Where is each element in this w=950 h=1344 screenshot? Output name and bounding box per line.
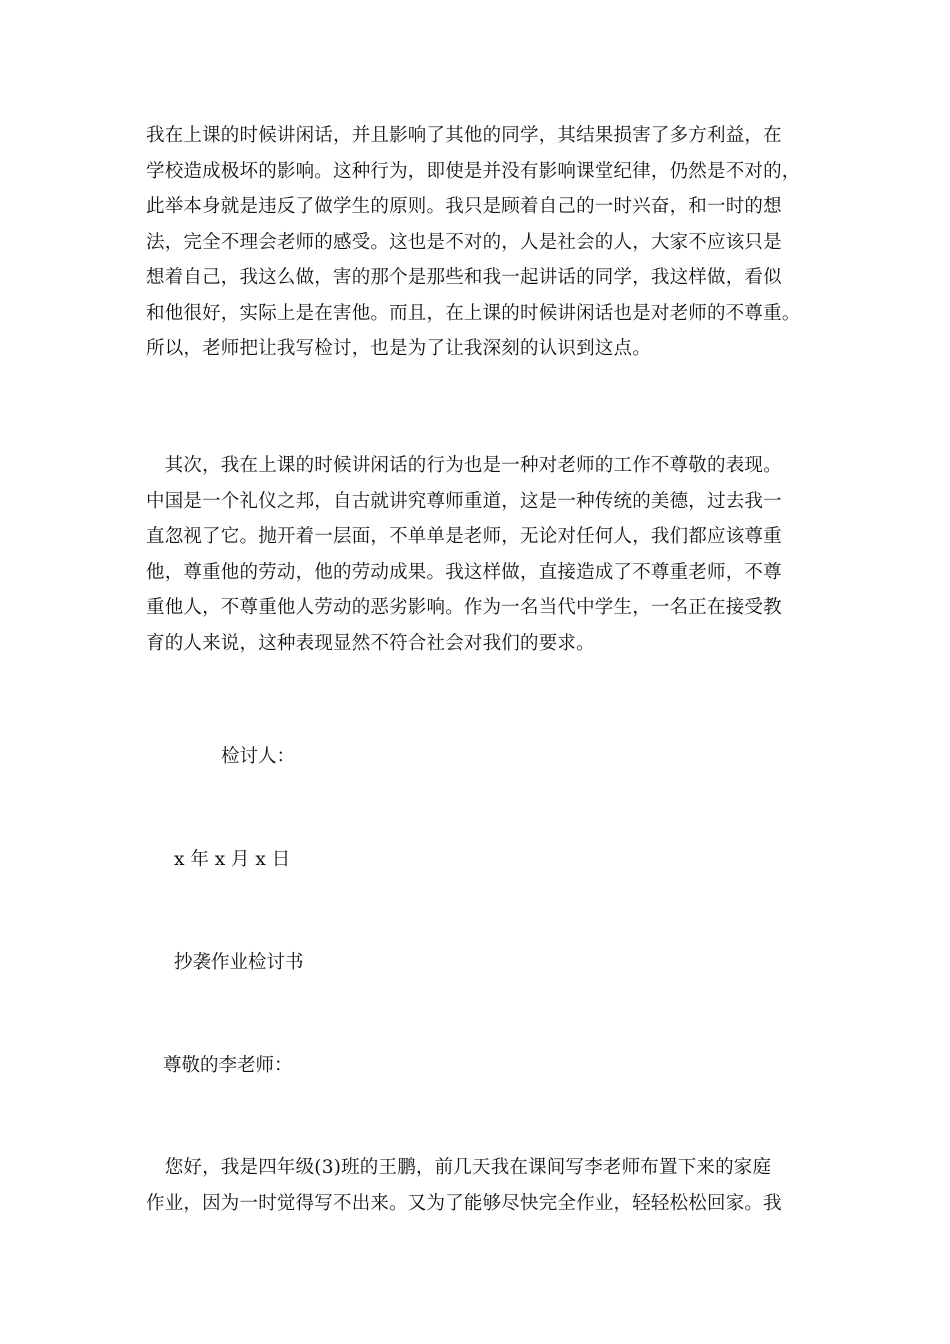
paragraph-line: 想着自己，我这么做，害的那个是那些和我一起讲话的同学，我这样做，看似	[146, 267, 782, 288]
paragraph-line: 直忽视了它。抛开着一层面，不单单是老师，无论对任何人，我们都应该尊重	[146, 526, 782, 547]
date-text: x 年 x 月 x 日	[174, 849, 291, 870]
salutation: 尊敬的李老师：	[163, 1055, 293, 1076]
paragraph-line: 和他很好，实际上是在害他。而且，在上课的时候讲闲话也是对老师的不尊重。	[146, 302, 801, 324]
paragraph-line: 育的人来说，这种表现显然不符合社会对我们的要求。	[146, 632, 595, 654]
paragraph-3	[146, 1150, 806, 1221]
paragraph-line: 所以，老师把让我写检讨，也是为了让我深刻的认识到这点。	[146, 338, 651, 359]
paragraph-line: 其次，我在上课的时候讲闲话的行为也是一种对老师的工作不尊敬的表现。	[146, 455, 782, 476]
paragraph-line: 您好，我是四年级(3)班的王鹏，前几天我在课间写李老师布置下来的家庭	[146, 1157, 772, 1178]
paragraph-line: 重他人，不尊重他人劳动的恶劣影响。作为一名当代中学生，一名正在接受教	[146, 597, 782, 618]
paragraph-line: 作业，因为一时觉得写不出来。又为了能够尽快完全作业，轻轻松松回家。我	[146, 1192, 782, 1214]
paragraph-1	[146, 118, 806, 367]
paragraph-line: 法，完全不理会老师的感受。这也是不对的，人是社会的人，大家不应该只是	[146, 231, 782, 253]
paragraph-line: 此举本身就是违反了做学生的原则。我只是顾着自己的一时兴奋，和一时的想	[146, 196, 782, 217]
paragraph-line: 他，尊重他的劳动，他的劳动成果。我这样做，直接造成了不尊重老师，不尊	[146, 561, 782, 583]
section-title: 抄袭作业检讨书	[174, 952, 304, 973]
paragraph-line: 我在上课的时候讲闲话，并且影响了其他的同学，其结果损害了多方利益，在	[146, 125, 782, 146]
paragraph-line: 学校造成极坏的影响。这种行为，即使是并没有影响课堂纪律，仍然是不对的，	[146, 160, 801, 182]
paragraph-2	[146, 448, 806, 661]
paragraph-line: 中国是一个礼仪之邦，自古就讲究尊师重道，这是一种传统的美德，过去我一	[146, 490, 782, 512]
signer-label: 检讨人：	[221, 746, 296, 767]
